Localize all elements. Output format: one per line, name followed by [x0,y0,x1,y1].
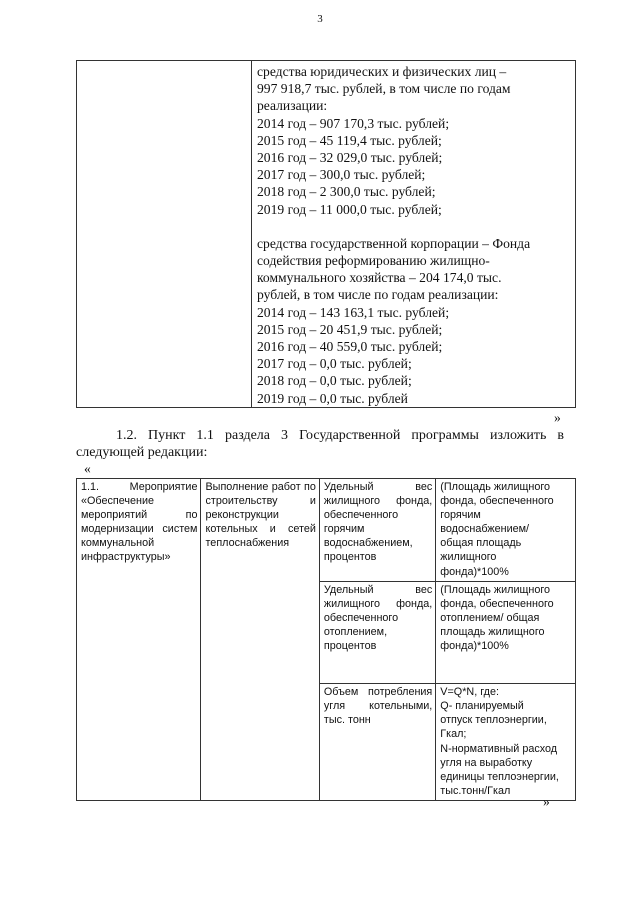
funding-line: реализации: [257,98,328,114]
formula-line: жилищного [440,551,497,564]
funding-line: 2016 год – 40 559,0 тыс. рублей; [257,339,443,355]
work-cell: Выполнение работ по строительству и реконструкции котельных и сетей теплоснабжения [201,479,319,801]
formula-spacer [440,653,572,681]
funding-line: средства юридических и физических лиц – [257,64,507,79]
formula-line: горячим [440,509,481,522]
funding-line: коммунального хозяйства – 204 174,0 тыс. [257,270,502,286]
funding-line: 2017 год – 300,0 тыс. рублей; [257,167,426,183]
funding-line: средства государственной корпорации – Фонда [257,235,531,251]
funding-line: 2014 год – 907 170,3 тыс. рублей; [257,115,450,131]
funding-line: 2018 год – 2 300,0 тыс. рублей; [257,184,436,200]
formula-line: отоплением/ общая [440,611,540,624]
page-number: 3 [317,13,323,25]
formula-line: угля на выработку [440,756,533,769]
formula-line: водоснабжением/ [440,523,530,536]
indicator-formula-cell [436,684,576,801]
funding-sources-cell [252,61,576,408]
funding-line: 2016 год – 32 029,0 тыс. рублей; [257,150,443,166]
formula-line: Q- планируемый [440,700,524,713]
funding-line: 2019 год – 11 000,0 тыс. рублей; [257,201,442,217]
funding-table [76,60,576,408]
formula-line: фонда, обеспеченного [440,597,554,610]
funding-line: 2014 год – 143 163,1 тыс. рублей; [257,304,450,320]
funding-line: 2015 год – 45 119,4 тыс. рублей; [257,132,442,148]
activity-cell: 1.1. Мероприятие «Обеспечение мероприятий по модернизации систем коммунальной инфраструктуры» [77,479,201,801]
indicator-name-cell: Удельный вес жилищного фонда, обеспеченного отоплением, процентов [319,581,435,683]
formula-line: N-нормативный расход [440,742,558,755]
amendment-paragraph: 1.2. Пункт 1.1 раздела 3 Государственной программы изложить в следующей редакции: [76,428,564,460]
closing-quote-2: » [543,794,550,809]
closing-quote: » [554,410,561,425]
formula-line: (Площадь жилищного [440,481,551,493]
indicator-name-cell: Удельный вес жилищного фонда, обеспеченного горячим водоснабжением, процентов [319,479,435,582]
indicator-name-cell: Объем потребления угля котельными, тыс. тонн [319,684,435,801]
formula-line: общая площадь [440,537,522,550]
formula-line: (Площадь жилищного [440,583,551,596]
funding-line: содействия реформированию жилищно- [257,253,490,269]
indicator-formula-cell [436,479,576,582]
funding-line: 2015 год – 20 451,9 тыс. рублей; [257,321,443,337]
formula-line: фонда)*100% [440,640,509,653]
formula-line: площадь жилищного [440,625,545,638]
formula-line: V=Q*N, где: [440,686,499,699]
funding-line: рублей, в том числе по годам реализации: [257,287,499,303]
indicator-formula-cell [436,581,576,683]
formula-line: фонда, обеспеченного [440,495,554,508]
formula-line: Гкал; [440,728,467,741]
formula-line: единицы теплоэнергии, [440,770,559,783]
funding-table-empty-cell [77,61,252,408]
formula-line: отпуск теплоэнергии, [440,714,547,727]
funding-gap [257,218,571,235]
formula-line: тыс.тонн/Гкал [440,784,511,797]
funding-line: 2017 год – 0,0 тыс. рублей; [257,356,412,372]
funding-line: 2018 год – 0,0 тыс. рублей; [257,373,412,389]
opening-quote: « [84,461,91,476]
formula-line: фонда)*100% [440,565,509,578]
funding-line: 2019 год – 0,0 тыс. рублей [257,390,408,406]
indicators-table [76,478,576,801]
funding-line: 997 918,7 тыс. рублей, в том числе по годам [257,81,511,97]
